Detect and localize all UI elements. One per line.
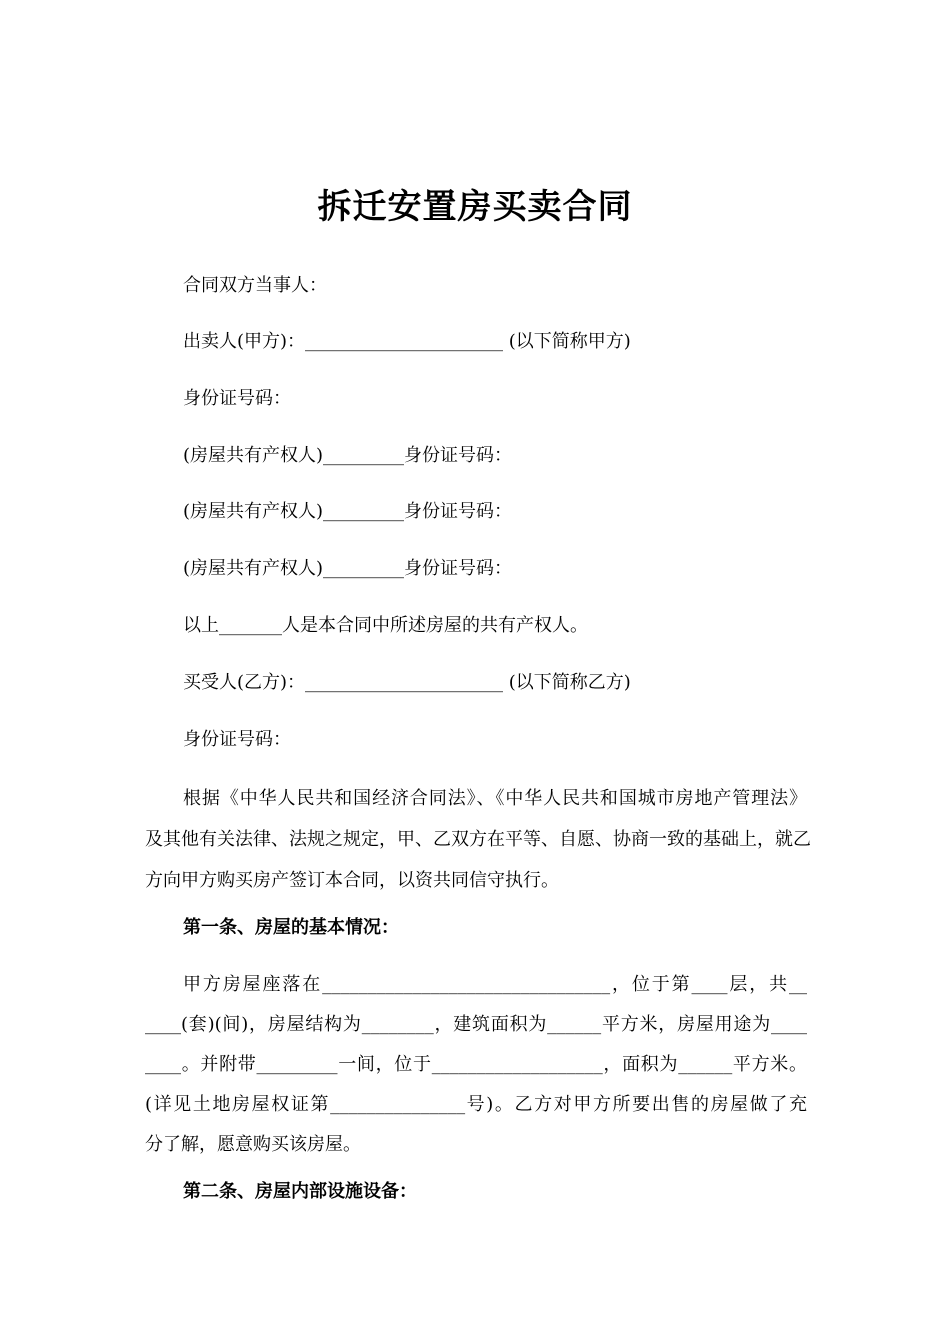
article-1-heading: 第一条、房屋的基本情况： [183, 917, 399, 938]
article-1-paragraph [145, 971, 807, 1171]
preamble-paragraph [145, 785, 811, 908]
parties-intro: 合同双方当事人： [183, 275, 327, 296]
preamble-line: 根据《中华人民共和国经济合同法》、《中华人民共和国城市房地产管理法》 [183, 788, 807, 809]
seller-line: 出卖人(甲方)：______________________ (以下简称甲方) [183, 331, 631, 352]
co-owner-line-3: (房屋共有产权人)_________身份证号码： [183, 558, 513, 579]
buyer-id-line: 身份证号码： [183, 729, 291, 750]
seller-id-line: 身份证号码： [183, 388, 291, 409]
article-1-line: 甲方房屋座落在________________________________，位于第____层，共__ [183, 974, 807, 995]
article-1-line: ____。并附带_________一间，位于___________________，面积为______平方米。 [145, 1054, 807, 1075]
co-owner-count-line: 以上_______人是本合同中所述房屋的共有产权人。 [183, 615, 588, 636]
co-owner-line-1: (房屋共有产权人)_________身份证号码： [183, 445, 513, 466]
article-1-line: ____(套)(间)，房屋结构为________，建筑面积为______平方米，房屋用途为____ [145, 1014, 807, 1035]
preamble-line: 方向甲方购买房产签订本合同，以资共同信守执行。 [145, 870, 559, 891]
document-title: 拆迁安置房买卖合同 [317, 187, 633, 227]
article-1-line: (详见土地房屋权证第_______________号)。乙方对甲方所要出售的房屋做了充 [145, 1094, 807, 1115]
co-owner-line-2: (房屋共有产权人)_________身份证号码： [183, 501, 513, 522]
article-1-line: 分了解，愿意购买该房屋。 [145, 1134, 361, 1155]
buyer-line: 买受人(乙方)：______________________ (以下简称乙方) [183, 672, 631, 693]
preamble-line: 及其他有关法律、法规之规定，甲、乙双方在平等、自愿、协商一致的基础上，就乙 [145, 829, 811, 850]
article-2-heading: 第二条、房屋内部设施设备： [183, 1181, 417, 1202]
